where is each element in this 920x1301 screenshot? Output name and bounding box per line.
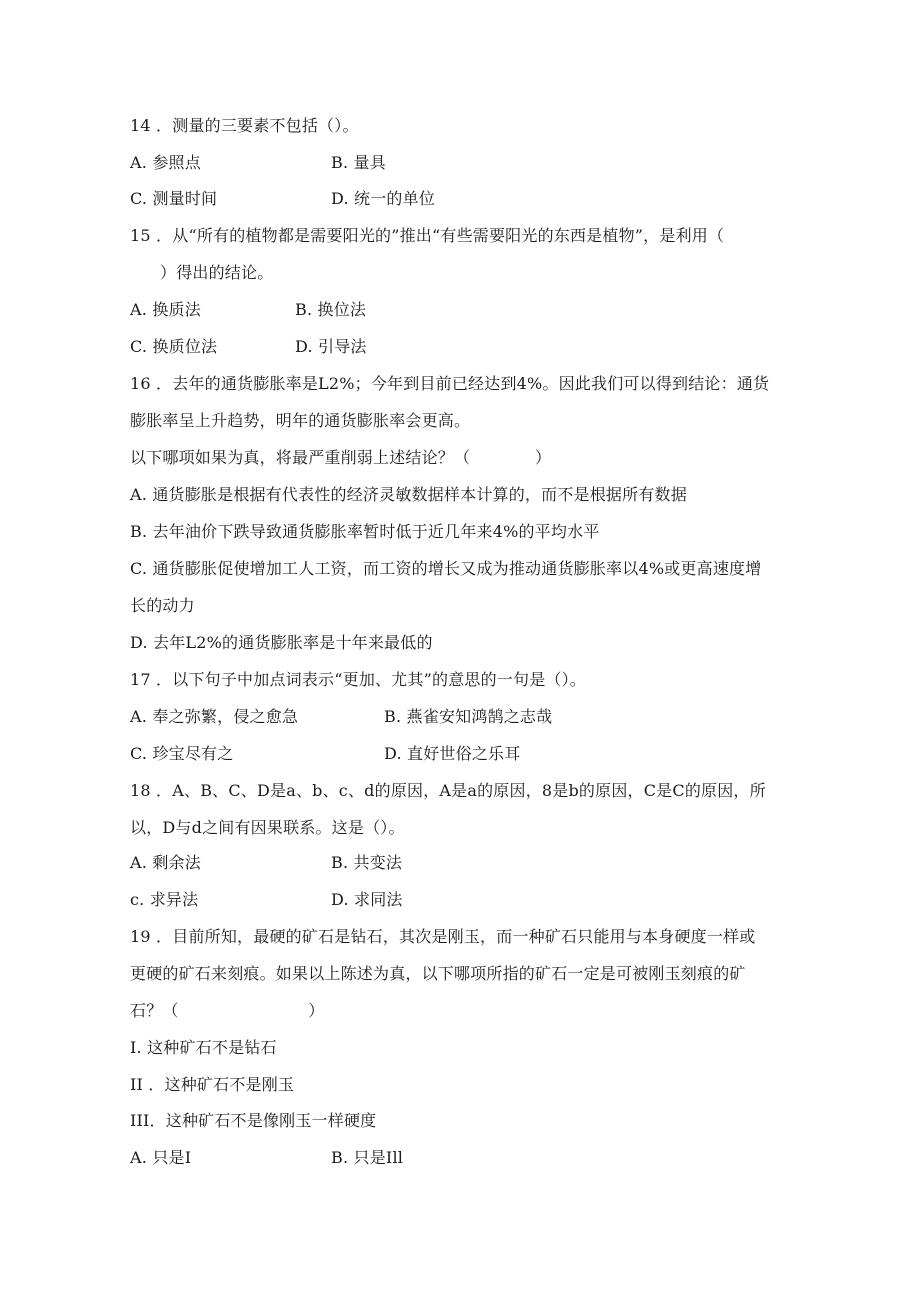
q19-option-a: A. 只是I [130,1148,192,1167]
q18-option-a: A. 剩余法 [130,853,201,872]
q15-option-b: B. 换位法 [295,300,367,319]
q17-option-a: A. 奉之弥繁，侵之愈急 [130,707,299,726]
q17-option-c: C. 珍宝尽有之 [130,744,234,763]
q19-statement-iii: III．这种矿石不是像刚玉一样硬度 [130,1111,377,1130]
q18-stem-line1: 18 ．A、B、C、D是a、b、c、d的原因，A是a的原因，8是b的原因，C是C的原因，所 [130,781,766,800]
q17-stem: 17 ．以下句子中加点词表示“更加、尤其”的意思的一句是（）。 [130,670,587,689]
q16-option-c-line1: C. 通货膨胀促使增加工人工资，而工资的增长又成为推动通货膨胀率以4%或更高速度增 [130,559,762,578]
q19-option-b: B. 只是Ill [331,1148,404,1167]
q14-option-d: D. 统一的单位 [331,189,436,208]
q18-option-c: c. 求异法 [130,890,199,909]
q15-stem-line2: ）得出的结论。 [160,263,274,282]
q14-option-c: C. 测量时间 [130,189,218,208]
q15-option-c: C. 换质位法 [130,337,218,356]
q16-stem-line2: 膨胀率呈上升趋势，明年的通货膨胀率会更高。 [130,411,471,430]
q16-option-c-line2: 长的动力 [130,596,195,615]
q18-option-d: D. 求同法 [331,890,403,909]
q19-stem-line1: 19 ．目前所知，最硬的矿石是钻石，其次是刚玉，而一种矿石只能用与本身硬度一样或 [130,927,756,946]
q17-option-b: B. 燕雀安知鸿鹄之志哉 [384,707,553,726]
q14-option-a: A. 参照点 [130,153,201,172]
q15-option-a: A. 换质法 [130,300,201,319]
q18-option-b: B. 共变法 [331,853,403,872]
q15-stem-line1: 15 ．从“所有的植物都是需要阳光的”推出“有些需要阳光的东西是植物”，是利用（ [130,226,725,245]
q19-stem-line3: 石？（ ） [130,1001,325,1020]
q19-stem-line2: 更硬的矿石来刻痕。如果以上陈述为真，以下哪项所指的矿石一定是可被刚玉刻痕的矿 [130,964,746,983]
q19-statement-ii: II ．这种矿石不是刚玉 [130,1075,295,1094]
q15-option-d: D. 引导法 [295,337,367,356]
q16-stem-line1: 16 ．去年的通货膨胀率是L2%；今年到目前已经达到4%。因此我们可以得到结论：通货 [130,374,770,393]
q14-stem: 14 ．测量的三要素不包括（）。 [130,116,359,135]
q16-option-d: D. 去年L2%的通货膨胀率是十年来最低的 [130,633,433,652]
q16-option-b: B. 去年油价下跌导致通货膨胀率暂时低于近几年来4%的平均水平 [130,522,600,541]
q16-prompt: 以下哪项如果为真，将最严重削弱上述结论？（ ） [130,448,552,467]
q19-statement-i: I. 这种矿石不是钻石 [130,1038,277,1057]
q17-option-d: D. 直好世俗之乐耳 [384,744,521,763]
q16-option-a: A. 通货膨胀是根据有代表性的经济灵敏数据样本计算的，而不是根据所有数据 [130,485,687,504]
q14-option-b: B. 量具 [331,153,386,172]
q18-stem-line2: 以，D与d之间有因果联系。这是（）。 [130,818,405,837]
